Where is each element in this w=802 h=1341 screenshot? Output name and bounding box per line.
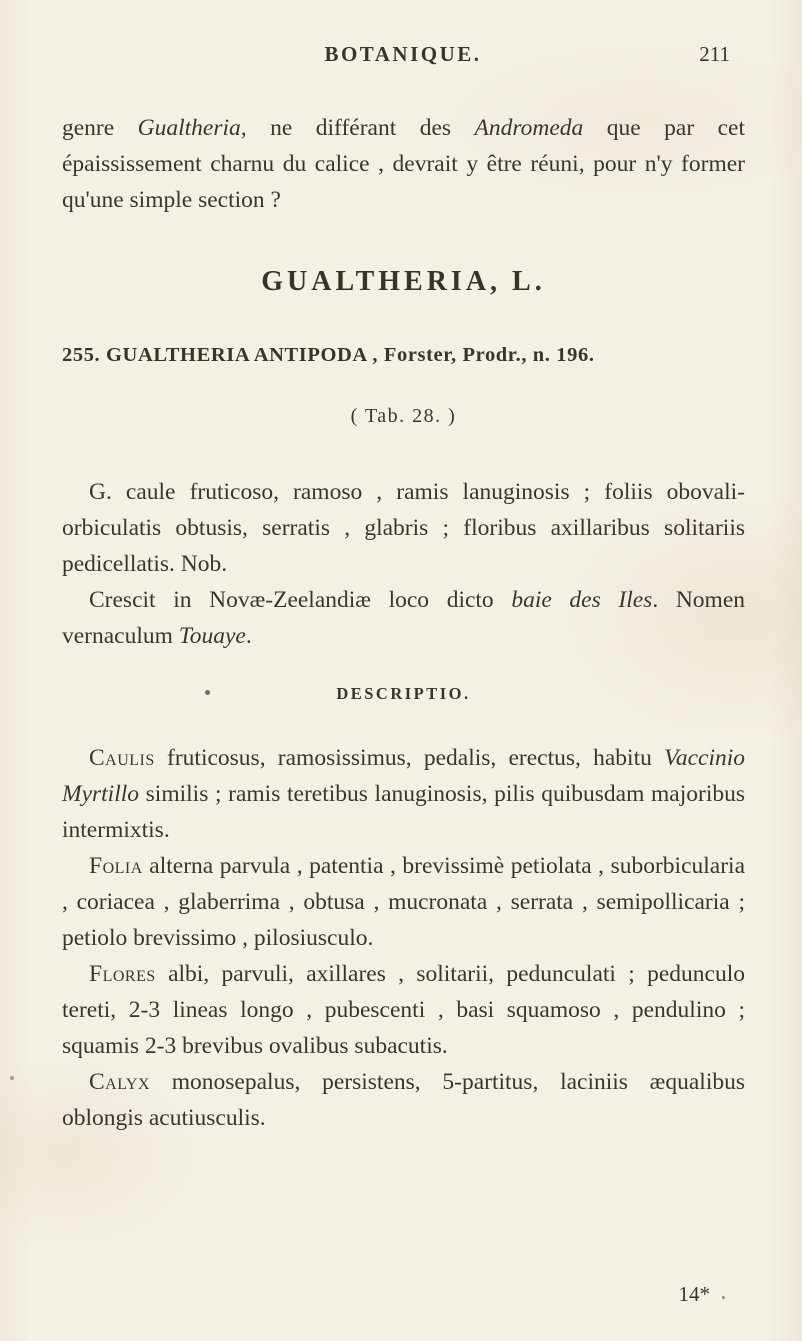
species-heading: 255. GUALTHERIA ANTIPODA , Forster, Prodr., n. 196.: [62, 344, 595, 366]
page-number: 211: [699, 42, 730, 66]
description-paragraph-folia: Folia alterna parvula , patentia , brevissimè petiolata , suborbicularia , coriacea , glaberrima , obtusa , mucronata , serrata , semipollicaria ; petiolo brevissimo , pilosiusculo.: [62, 853, 745, 951]
description-paragraph-flores: Flores albi, parvuli, axillares , solitarii, pedunculati ; pedunculo tereti, 2-3 lineas longo , pubescenti , basi squamoso , pendulino ; squamis 2-3 brevibus ovalibus subacutis.: [62, 961, 745, 1059]
diagnosis-paragraph: G. caule fruticoso, ramoso , ramis lanuginosis ; foliis obovali-orbiculatis obtusis, serratis , glabris ; floribus axillaribus solitariis pedicellatis. Nob.: [62, 479, 745, 577]
description-paragraph-calyx: Calyx monosepalus, persistens, 5-partitus, laciniis æqualibus oblongis acutiusculis.: [62, 1069, 745, 1131]
signature-mark: 14*: [678, 1282, 710, 1306]
plate-reference: ( Tab. 28. ): [350, 405, 457, 427]
description-paragraph-caulis: Caulis fruticosus, ramosissimus, pedalis, erectus, habitu Vaccinio Myrtillo similis ; ramis teretibus lanuginosis, pilis quibusdam majoribus intermixtis.: [62, 745, 745, 843]
habitat-paragraph: Crescit in Novæ-Zeelandiæ loco dicto baie des Iles. Nomen vernaculum Touaye.: [62, 587, 746, 649]
intro-paragraph: genre Gualtheria, ne différant des Andromeda que par cet épaississement charnu du calice , devrait y être réuni, pour n'y former qu'une simple section ?: [62, 115, 746, 213]
ink-speck: [722, 1296, 725, 1299]
ink-speck: [10, 1076, 14, 1080]
descriptio-heading: DESCRIPTIO.: [336, 684, 471, 703]
text-block: [62, 110, 745, 1136]
running-head: BOTANIQUE.: [324, 42, 482, 66]
genus-heading: GUALTHERIA, L.: [261, 266, 546, 297]
page-header: [62, 0, 744, 72]
